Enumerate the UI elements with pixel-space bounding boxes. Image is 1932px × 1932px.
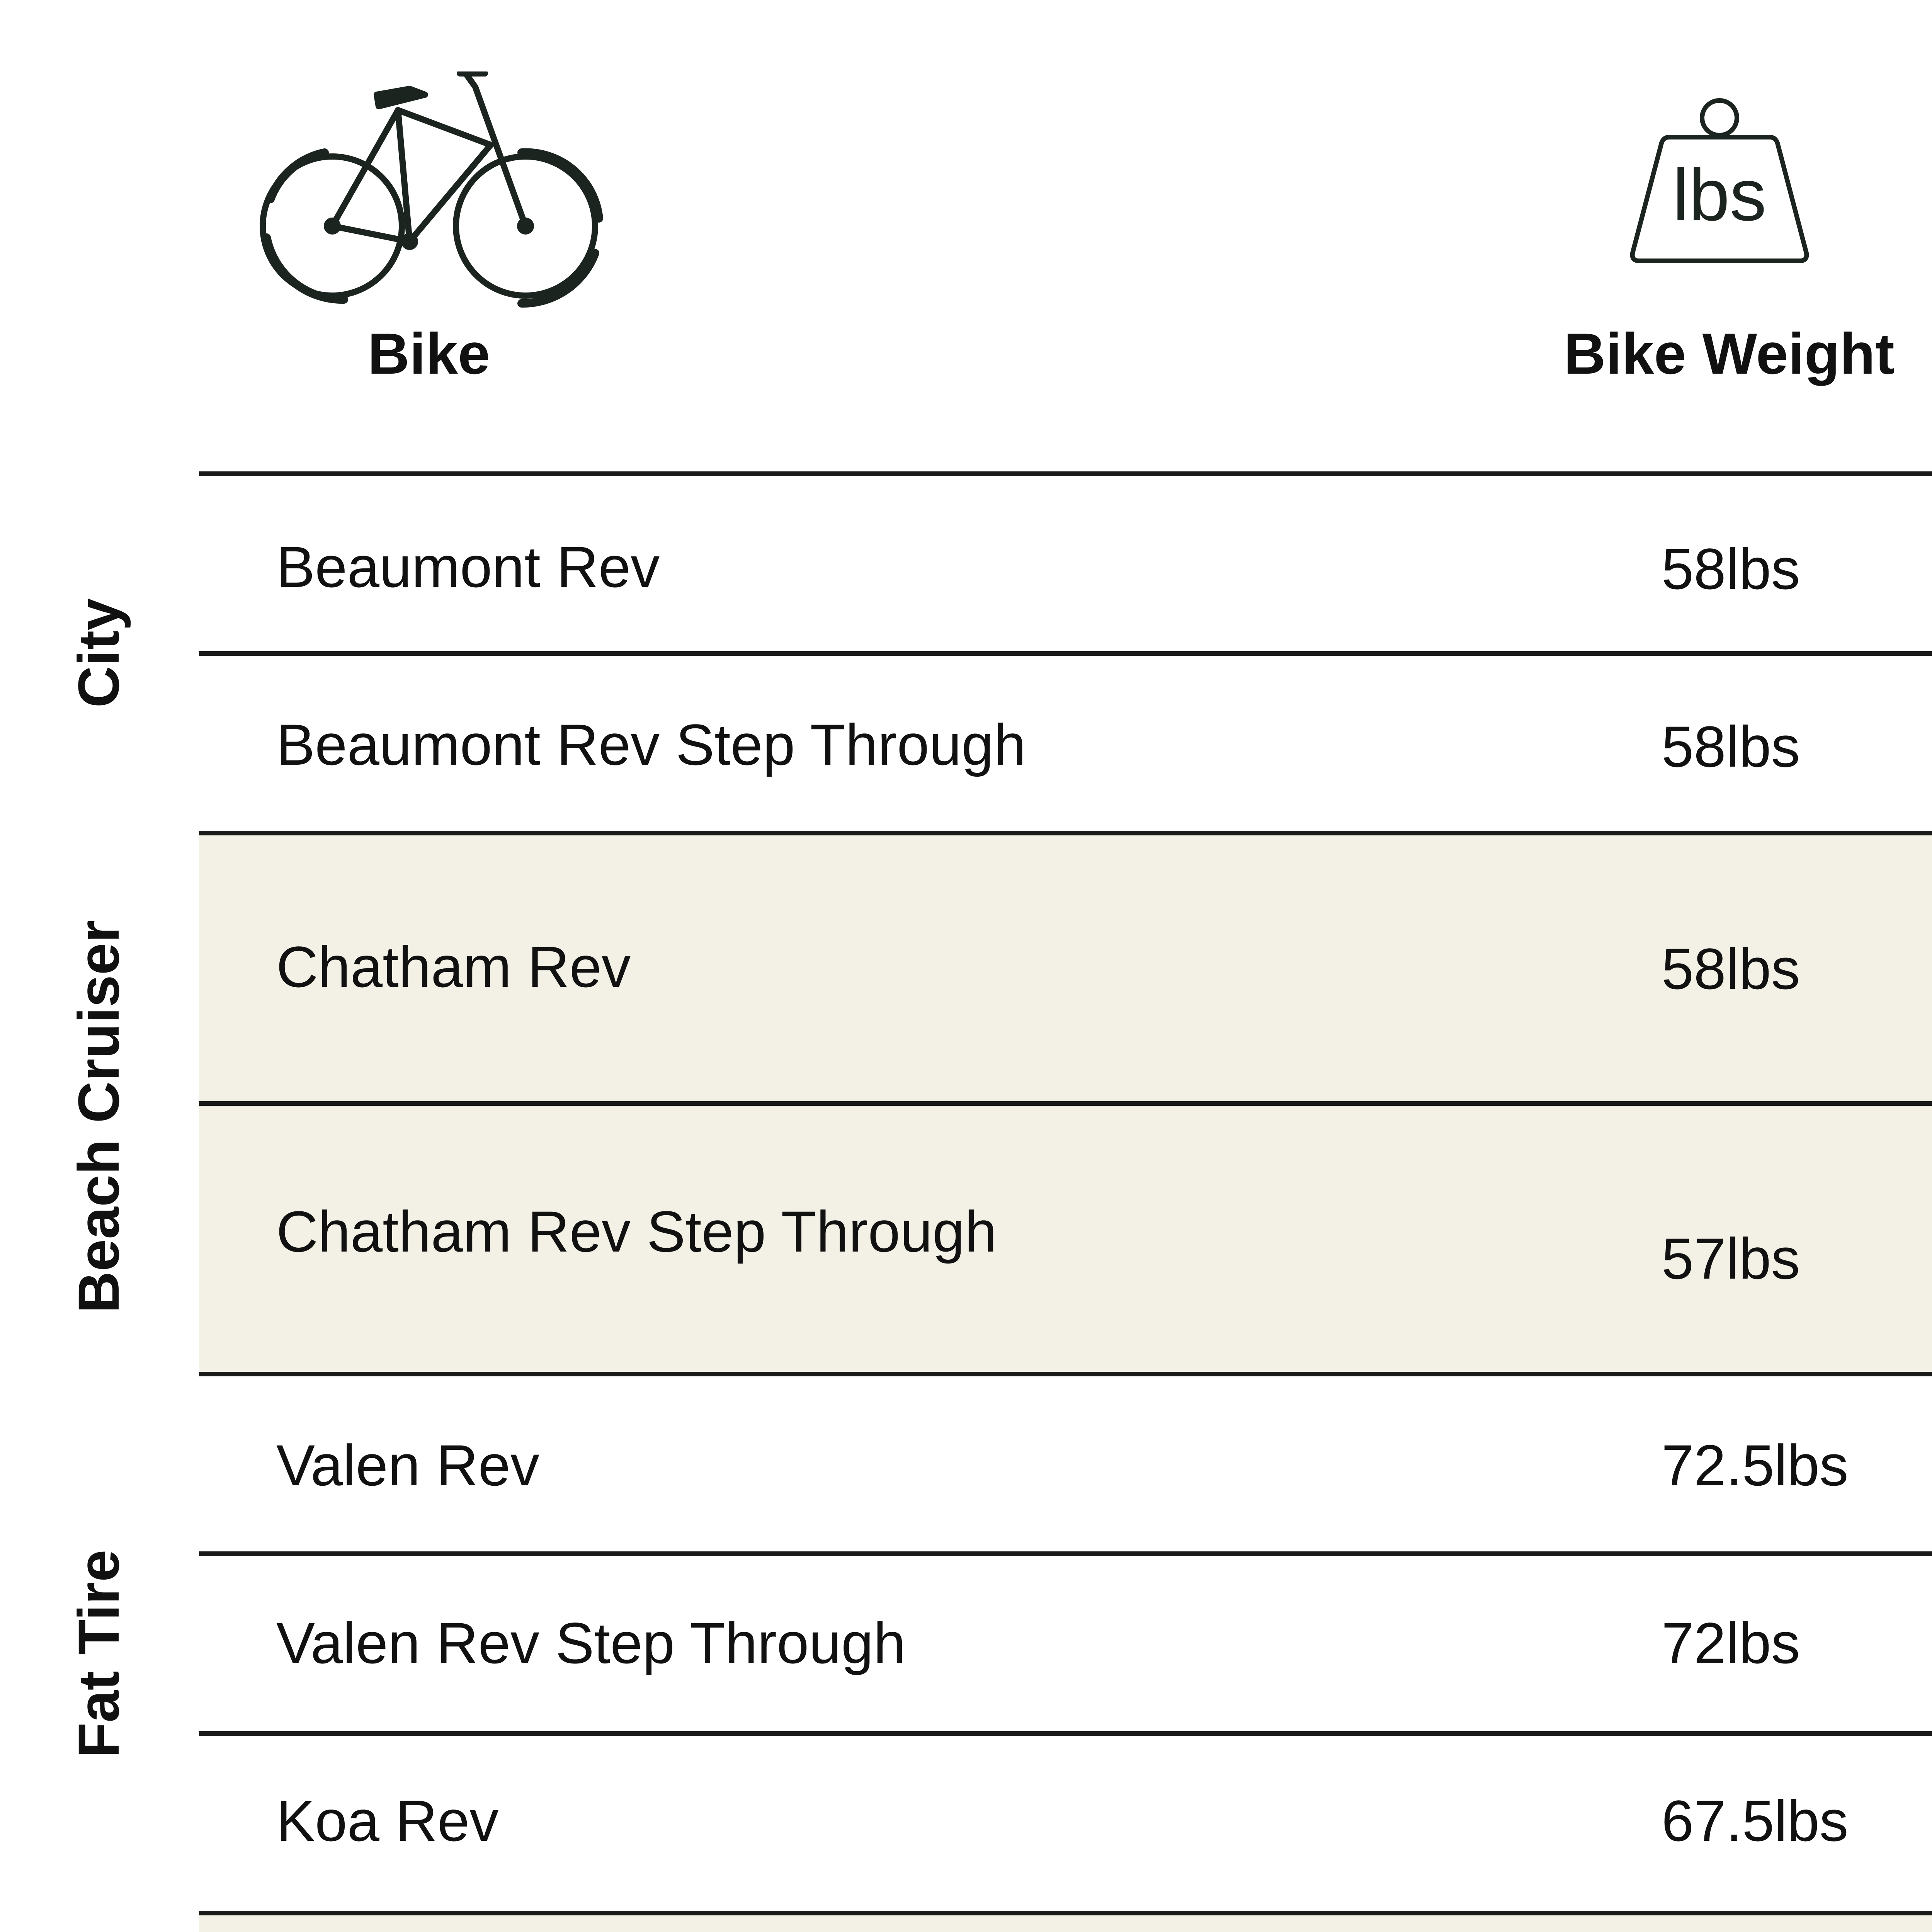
bike-name: Koa Rev — [276, 1788, 499, 1853]
bike-name: Chatham Rev — [276, 934, 631, 999]
bike-weight-value: 57lbs — [1662, 1226, 1800, 1291]
bike-weight-value: 58lbs — [1662, 536, 1800, 601]
table-row — [199, 1372, 1932, 1551]
bike-weight-value: 58lbs — [1662, 714, 1800, 779]
category-label-text: Fat Tire — [66, 1549, 131, 1758]
bike-weight-value: 72lbs — [1662, 1611, 1800, 1675]
table-row — [199, 1911, 1932, 1932]
bike-name: Beaumont Rev — [276, 534, 660, 599]
table-row — [199, 1101, 1932, 1372]
table-row — [199, 1551, 1932, 1731]
bike-weight-value: 67.5lbs — [1662, 1788, 1849, 1853]
weight-icon — [1623, 91, 1816, 265]
category-label-text: Beach Cruiser — [66, 920, 131, 1313]
table-row — [199, 1731, 1932, 1911]
table-row — [199, 471, 1932, 651]
bike-weight-value: 58lbs — [1662, 936, 1800, 1001]
table-row — [199, 831, 1932, 1101]
bike-name: Valen Rev — [276, 1433, 539, 1498]
svg-text:lbs: lbs — [1672, 154, 1767, 236]
bike-column-header: Bike — [367, 321, 490, 386]
bike-weight-column-header: Bike Weight — [1564, 321, 1895, 386]
bike-name: Chatham Rev Step Through — [276, 1199, 997, 1264]
table-row — [199, 651, 1932, 831]
category-label-text: City — [66, 598, 131, 708]
bike-name: Valen Rev Step Through — [276, 1611, 906, 1675]
bike-weight-value: 72.5lbs — [1662, 1433, 1849, 1498]
bicycle-icon — [243, 71, 614, 311]
bike-name: Beaumont Rev Step Through — [276, 712, 1026, 777]
